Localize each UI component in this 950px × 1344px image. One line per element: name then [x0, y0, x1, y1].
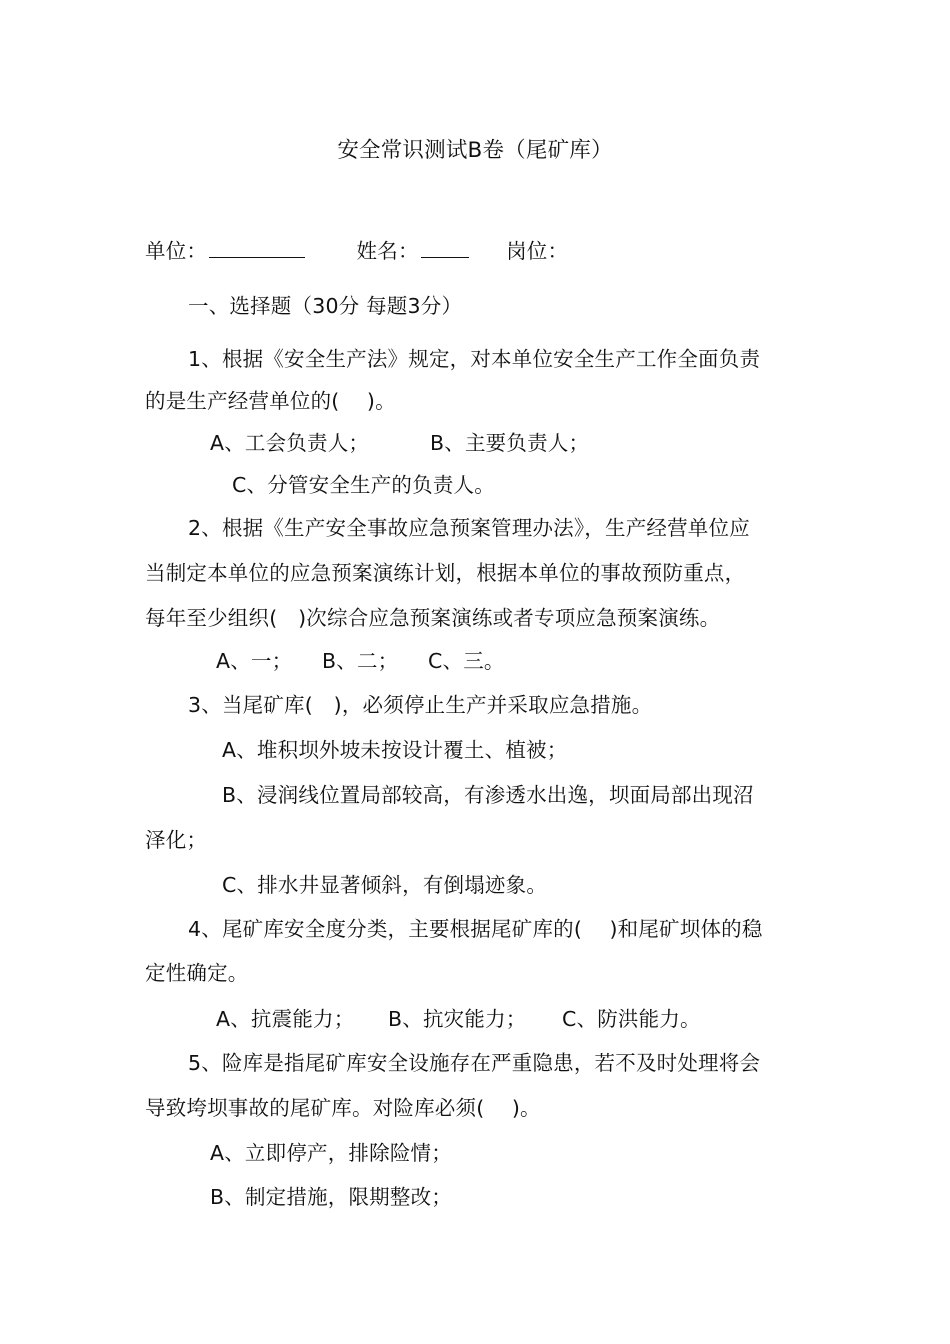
info-fields: [145, 236, 568, 266]
question-3-option-a: A、堆积坝外坡未按设计覆土、植被；: [222, 738, 568, 762]
question-3-option-b-cont: 泽化；: [145, 828, 208, 852]
unit-blank: [209, 239, 305, 258]
question-5-stem-line-2: 导致垮坝事故的尾矿库。对险库必须( )。: [145, 1096, 541, 1120]
question-1-option-c: C、分管安全生产的负责人。: [232, 473, 495, 497]
question-5-stem-line-1: 5、险库是指尾矿库安全设施存在严重隐患，若不及时处理将会: [188, 1051, 761, 1075]
question-1-stem-line-2: 的是生产经营单位的( )。: [145, 389, 396, 413]
question-2-option-a: A、一；: [216, 649, 293, 673]
question-1-option-b: B、主要负责人；: [430, 431, 590, 455]
question-5-option-b: B、制定措施，限期整改；: [210, 1185, 452, 1209]
question-4-option-a: A、抗震能力；: [216, 1007, 355, 1031]
section-heading: 一、选择题（30分 每题3分）: [188, 294, 463, 318]
question-2-stem-line-1: 2、根据《生产安全事故应急预案管理办法》，生产经营单位应: [188, 516, 750, 540]
question-1-option-a: A、工会负责人；: [210, 431, 370, 455]
question-3-option-b: B、浸润线位置局部较高，有渗透水出逸，坝面局部出现沼: [222, 783, 754, 807]
post-label: 岗位：: [506, 239, 569, 263]
question-3-option-c: C、排水井显著倾斜，有倒塌迹象。: [222, 873, 548, 897]
question-2-option-c: C、三。: [428, 649, 505, 673]
page-title: 安全常识测试B卷（尾矿库）: [337, 138, 613, 163]
unit-label: 单位：: [145, 239, 208, 263]
name-blank: [421, 239, 469, 258]
question-2-stem-line-2: 当制定本单位的应急预案演练计划，根据本单位的事故预防重点，: [145, 561, 746, 585]
question-4-option-b: B、抗灾能力；: [388, 1007, 527, 1031]
question-5-option-a: A、立即停产，排除险情；: [210, 1141, 452, 1165]
question-2-stem-line-3: 每年至少组织( )次综合应急预案演练或者专项应急预案演练。: [145, 606, 721, 630]
question-1-stem-line-1: 1、根据《安全生产法》规定，对本单位安全生产工作全面负责: [188, 347, 761, 371]
question-2-option-b: B、二；: [322, 649, 399, 673]
name-label: 姓名：: [356, 239, 419, 263]
question-4-stem-line-1: 4、尾矿库安全度分类，主要根据尾矿库的( )和尾矿坝体的稳: [188, 917, 763, 941]
question-4-option-c: C、防洪能力。: [562, 1007, 701, 1031]
question-3-stem-line-1: 3、当尾矿库( )，必须停止生产并采取应急措施。: [188, 693, 653, 717]
question-4-stem-line-2: 定性确定。: [145, 961, 249, 985]
